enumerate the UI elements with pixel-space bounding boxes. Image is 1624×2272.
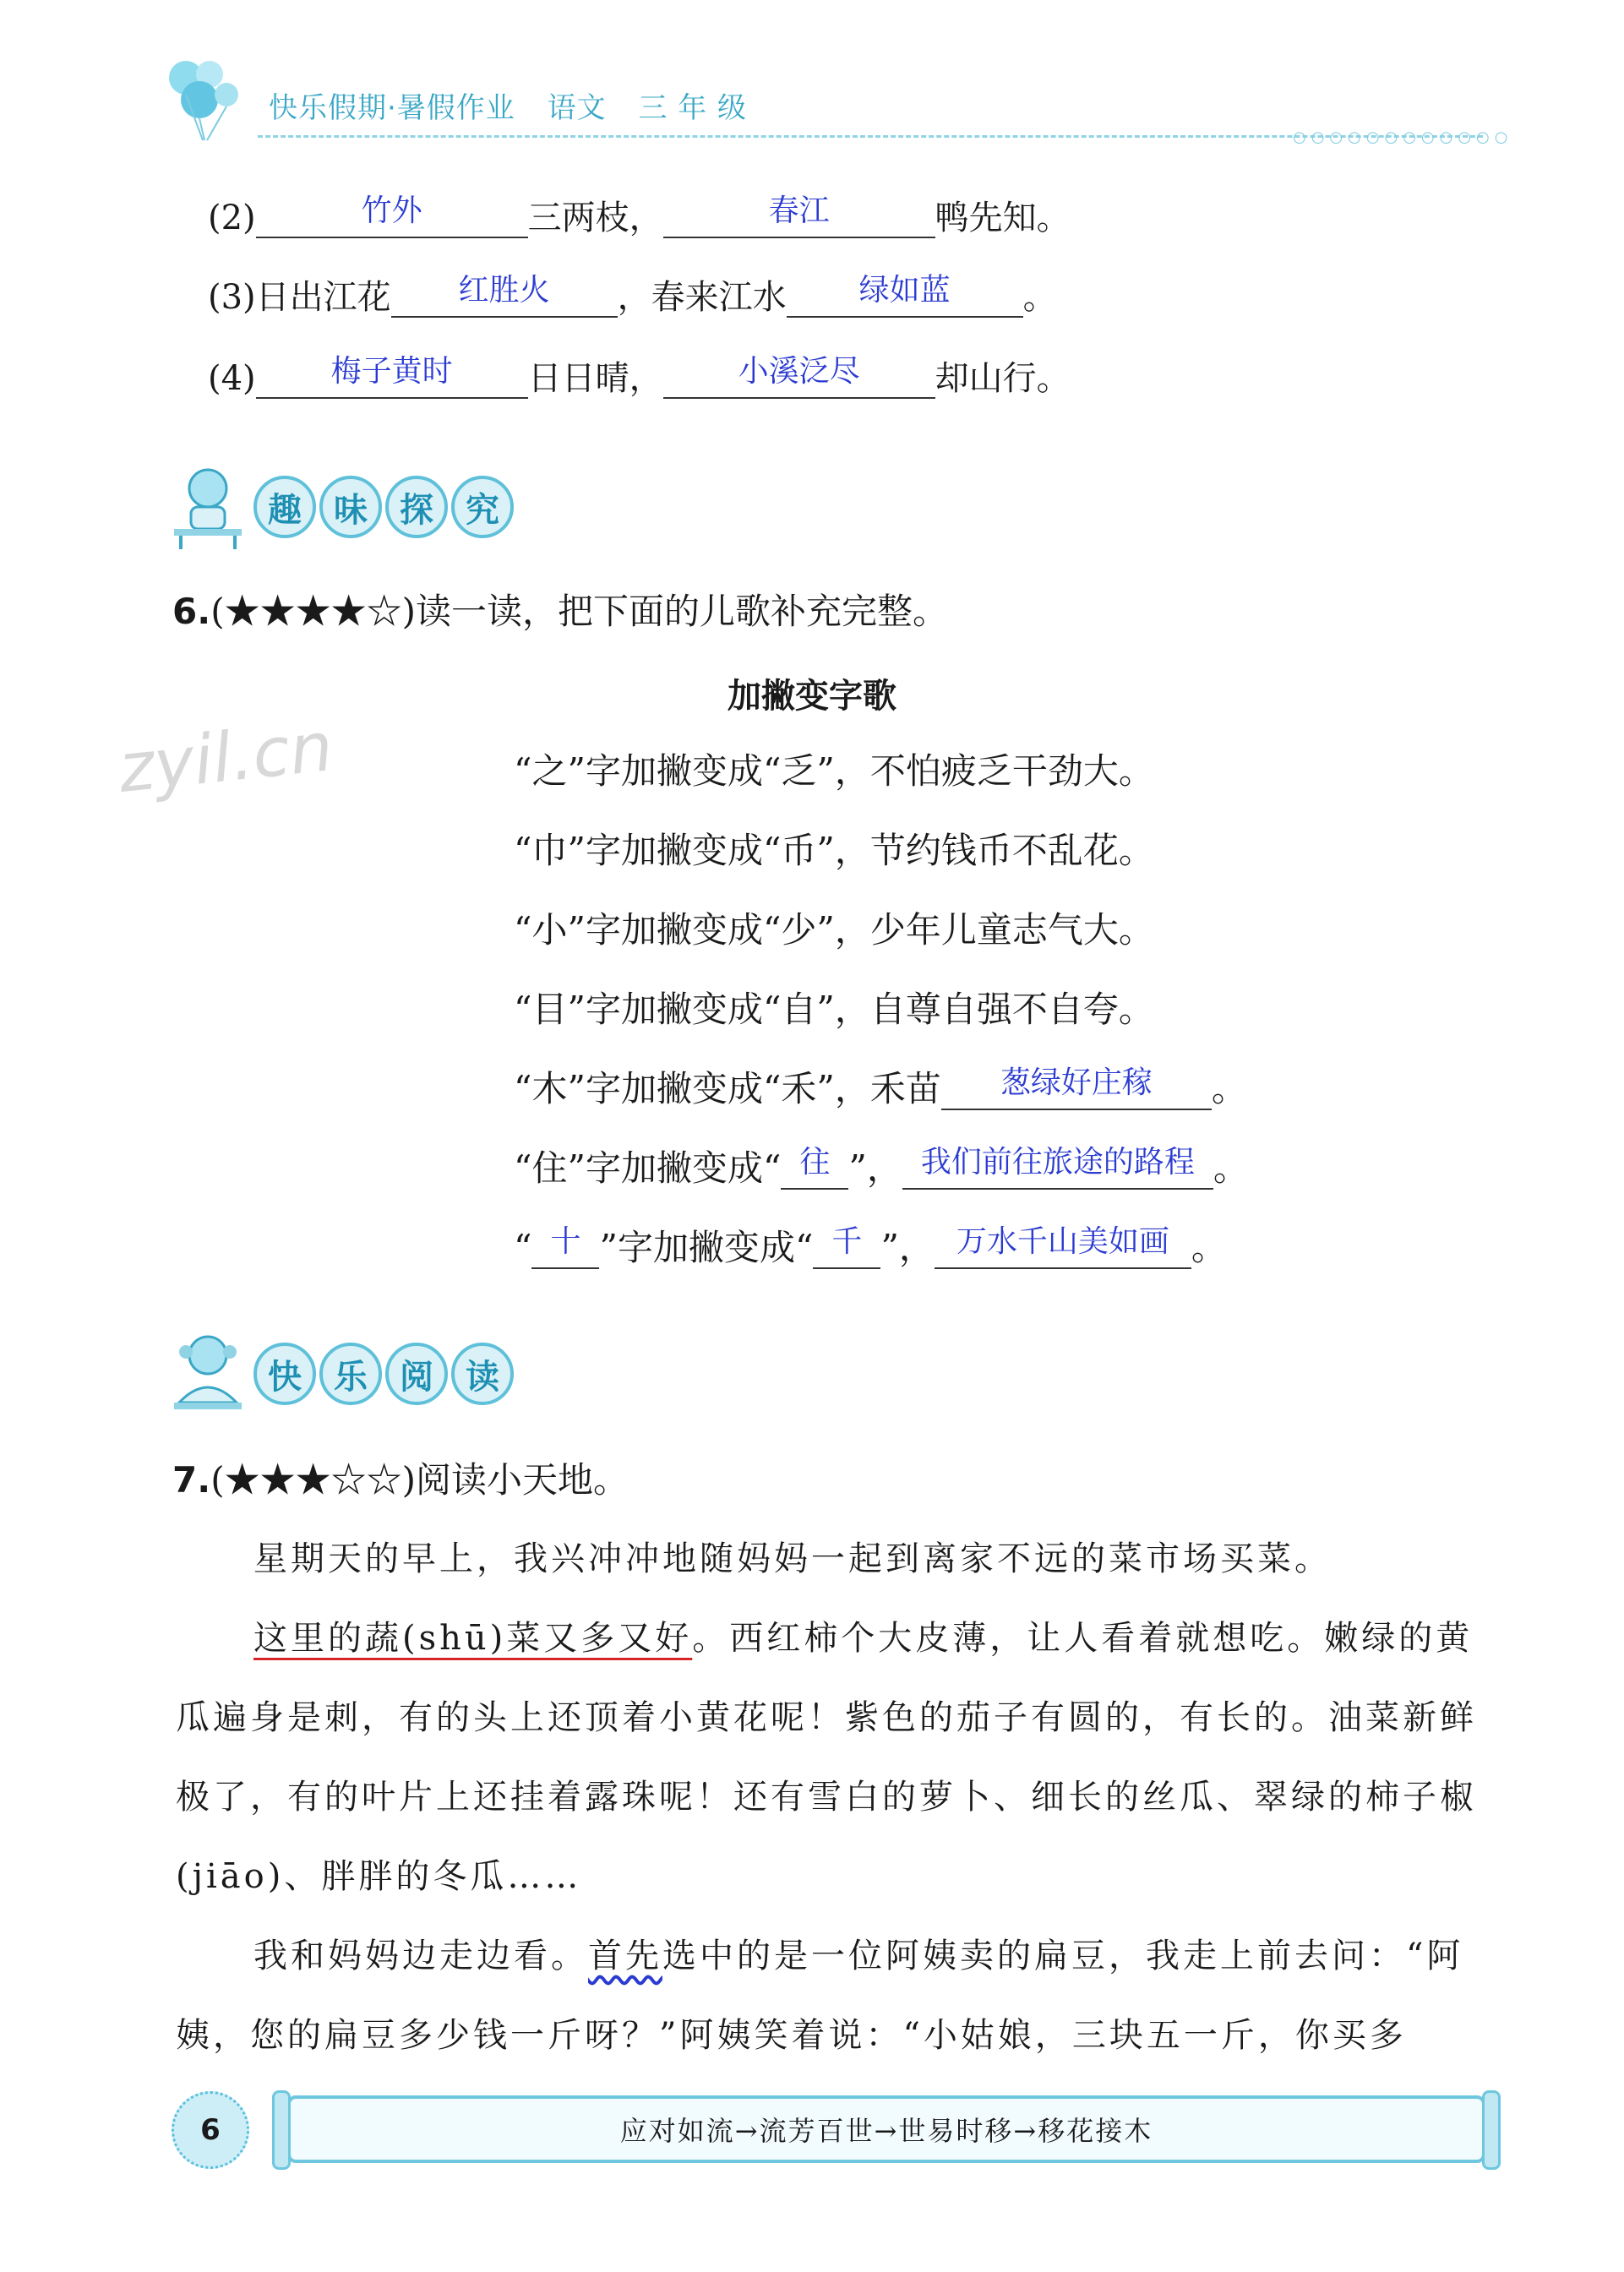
answer-text: 春江 bbox=[768, 193, 830, 228]
badge-char: 味 bbox=[319, 476, 382, 538]
poem-text: 。 bbox=[1022, 278, 1057, 317]
answer-blank[interactable] bbox=[531, 1224, 599, 1269]
reading-paragraph-3 bbox=[176, 1916, 1484, 2075]
question-number: 6. bbox=[172, 591, 211, 632]
item-number: (4) bbox=[208, 359, 256, 398]
poem-text: 日日晴， bbox=[527, 359, 663, 398]
answer-blank[interactable] bbox=[256, 193, 528, 238]
rhyme-line: “之”字加撇变成“乏”，不怕疲乏干劲大。 bbox=[514, 750, 1154, 792]
header-dots: ○○○○○○○○○○○○ bbox=[1293, 128, 1513, 146]
question-number: 7. bbox=[172, 1459, 211, 1501]
answer-text: 葱绿好庄稼 bbox=[1000, 1065, 1153, 1100]
rhyme-text: ”， bbox=[848, 1147, 902, 1189]
rhyme-line-5 bbox=[514, 1065, 1247, 1110]
watermark: zyil.cn bbox=[114, 706, 337, 809]
question-7 bbox=[172, 1458, 629, 1502]
answer-text: 小溪泛尽 bbox=[738, 354, 860, 389]
answer-text: 往 bbox=[799, 1145, 831, 1180]
poem-line-3 bbox=[208, 273, 1057, 318]
answer-text: 绿如蓝 bbox=[858, 273, 951, 308]
rhyme-text: “ bbox=[514, 1227, 532, 1268]
badge-char: 快 bbox=[253, 1343, 316, 1405]
rhyme-line-6 bbox=[514, 1147, 1249, 1190]
difficulty-stars: (★★★★☆) bbox=[210, 591, 416, 632]
paragraph-text: 星期天的早上，我兴冲冲地随妈妈一起到离家不远的菜市场买菜。 bbox=[253, 1539, 1332, 1578]
answer-text: 千 bbox=[831, 1224, 863, 1259]
rhyme-line: “巾”字加撇变成“币”，节约钱币不乱花。 bbox=[514, 830, 1154, 871]
badge-char: 趣 bbox=[253, 476, 316, 538]
poem-line-2 bbox=[208, 193, 1071, 238]
idiom-chain: 应对如流→流芳百世→世易时移→移花接木 bbox=[619, 2115, 1153, 2147]
book-title: 快乐假期·暑假作业 bbox=[269, 91, 515, 125]
answer-text: 十 bbox=[550, 1224, 581, 1259]
section-title-reading bbox=[253, 1343, 514, 1405]
badge-char: 究 bbox=[451, 476, 514, 538]
poem-line-4 bbox=[208, 354, 1071, 399]
difficulty-stars: (★★★☆☆) bbox=[210, 1459, 416, 1501]
answer-blank[interactable] bbox=[781, 1145, 848, 1190]
answer-blank[interactable] bbox=[391, 273, 618, 318]
poem-text: 三两枝， bbox=[527, 199, 663, 237]
section-badge-explore bbox=[167, 463, 514, 551]
answer-text: 万水千山美如画 bbox=[956, 1224, 1169, 1259]
header-title bbox=[269, 84, 769, 126]
paragraph-text: 选中的是一位阿姨卖的扁豆，我走上前去问：“阿姨，您的扁豆多少钱一斤呀？”阿姨笑着说：“小姑娘，三块五一斤，你买多 bbox=[176, 1937, 1464, 2055]
question-6 bbox=[172, 590, 948, 634]
badge-char: 探 bbox=[385, 476, 448, 538]
badge-char: 乐 bbox=[319, 1343, 382, 1405]
reading-paragraph-1 bbox=[176, 1519, 1484, 1599]
poem-text: 日出江花 bbox=[255, 278, 391, 317]
item-number: (2) bbox=[208, 199, 256, 237]
reading-paragraph-2 bbox=[176, 1599, 1484, 1916]
paragraph-text: 我和妈妈边走边看。 bbox=[253, 1937, 588, 1975]
paragraph-text: 。西红柿个大皮薄，让人看着就想吃。嫩绿的黄瓜遍身是刺，有的头上还顶着小黄花呢！紫色的茄子有圆的，有长的。油菜新鲜极了，有的叶片上还挂着露珠呢！还有雪白的萝卜、细长的丝瓜、翠绿的柿子椒(jiāo)、胖胖的冬瓜…… bbox=[176, 1619, 1477, 1896]
rhyme-line: “目”字加撇变成“自”，自尊自强不自夸。 bbox=[514, 989, 1154, 1030]
girl-reading-icon bbox=[167, 463, 248, 551]
section-badge-reading bbox=[167, 1330, 514, 1418]
answer-blank[interactable] bbox=[813, 1224, 880, 1269]
rhyme-text: ”字加撇变成“ bbox=[599, 1227, 814, 1268]
underlined-sentence: 这里的蔬(shū)菜又多又好 bbox=[253, 1619, 693, 1658]
question-prompt: 读一读，把下面的儿歌补充完整。 bbox=[415, 591, 948, 632]
section-title-explore bbox=[253, 476, 514, 538]
rhyme-text: 。 bbox=[1191, 1227, 1227, 1268]
rhyme-text: 。 bbox=[1211, 1068, 1247, 1109]
poem-text: 鸭先知。 bbox=[935, 199, 1071, 237]
answer-blank[interactable] bbox=[663, 354, 935, 399]
answer-blank[interactable] bbox=[941, 1065, 1212, 1110]
grade-label: 三 年 级 bbox=[638, 91, 748, 125]
rhyme-text: “木”字加撇变成“禾”，禾苗 bbox=[514, 1068, 941, 1109]
question-prompt: 阅读小天地。 bbox=[415, 1459, 629, 1501]
rhyme-text: 。 bbox=[1213, 1147, 1249, 1189]
answer-text: 梅子黄时 bbox=[330, 354, 453, 389]
idiom-chain-scroll bbox=[287, 2095, 1485, 2163]
answer-blank[interactable] bbox=[902, 1145, 1213, 1190]
answer-blank[interactable] bbox=[935, 1224, 1191, 1269]
badge-char: 读 bbox=[451, 1343, 514, 1405]
wavy-underlined-word: 首先 bbox=[588, 1937, 662, 1975]
answer-text: 我们前往旅途的路程 bbox=[920, 1145, 1195, 1180]
answer-blank[interactable] bbox=[787, 273, 1023, 318]
balloons-logo bbox=[161, 52, 253, 149]
item-number: (3) bbox=[208, 278, 256, 317]
rhyme-text: ”， bbox=[880, 1227, 935, 1268]
rhyme-line: “小”字加撇变成“少”，少年儿童志气大。 bbox=[514, 909, 1154, 951]
subject-label: 语文 bbox=[547, 91, 607, 125]
page-number: 6 bbox=[172, 2091, 249, 2169]
rhyme-title: 加撇变字歌 bbox=[728, 677, 896, 716]
answer-blank[interactable] bbox=[256, 354, 528, 399]
answer-blank[interactable] bbox=[663, 193, 935, 238]
poem-text: 却山行。 bbox=[935, 359, 1071, 398]
answer-text: 红胜火 bbox=[458, 273, 550, 308]
answer-text: 竹外 bbox=[361, 193, 422, 228]
rhyme-text: “住”字加撇变成“ bbox=[514, 1147, 782, 1189]
rhyme-line-7 bbox=[514, 1224, 1227, 1269]
badge-char: 阅 bbox=[385, 1343, 448, 1405]
girl-studying-icon bbox=[167, 1330, 248, 1418]
poem-text: ，春来江水 bbox=[617, 278, 787, 317]
